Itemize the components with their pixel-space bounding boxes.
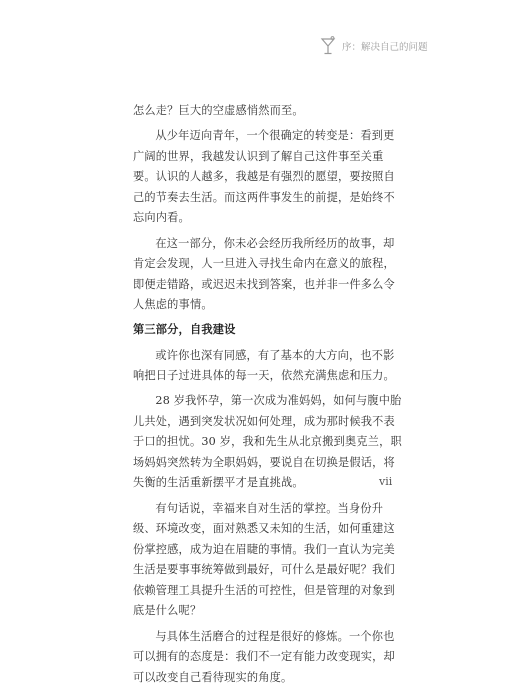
section-heading: 第三部分，自我建设 (133, 323, 236, 337)
header-title: 序：解决自己的问题 (342, 42, 428, 53)
cocktail-glass-icon (320, 36, 336, 56)
page-number: vii (379, 475, 393, 488)
paragraph: 与具体生活磨合的过程是很好的修炼。一个你也可以拥有的态度是：我们不一定有能力改变现实，却可以改变自己看待现实的角度。 (133, 629, 395, 684)
paragraph: 怎么走？巨大的空虚感悄然而至。 (133, 104, 304, 117)
paragraph: 或许你也深有同感，有了基本的大方向，也不影响把日子过进具体的每一天，依然充满焦虑和压力。 (133, 348, 395, 383)
paragraph: 在这一部分，你未必会经历我所经历的故事，却肯定会发现，人一旦进入寻找生命内在意义的旅程，即便走错路，或迟迟未找到答案，也并非一件多么令人焦虑的事情。 (133, 236, 395, 312)
running-header (320, 36, 428, 56)
paragraph: 从少年迈向青年，一个很确定的转变是：看到更广阔的世界，我越发认识到了解自己这件事至关重要。认识的人越多，我越是有强烈的愿望，要按照自己的节奏去生活。而这两件事发生的前提，是始终不忘向内看。 (133, 129, 395, 225)
paragraph: 有句话说，幸福来自对生活的掌控。当身份升级、环境改变，面对熟悉又未知的生活，如何重建这份掌控感，成为迫在眉睫的事情。我们一直认为完美生活是要事事统筹做到最好，可什么是最好呢？我们依赖管理工具提升生活的可控性，但是管理的对象到底是什么呢？ (133, 501, 395, 618)
paragraph: 28 岁我怀孕，第一次成为准妈妈，如何与腹中胎儿共处，遇到突发状况如何处理，成为那时候我不表于口的担忧。30 岁，我和先生从北京搬到奥克兰，职场妈妈突然转为全职妈妈，要说自在切换是假话，将失衡的生活重新摆平才是直挑战。 (133, 394, 402, 490)
body-text (133, 101, 405, 693)
